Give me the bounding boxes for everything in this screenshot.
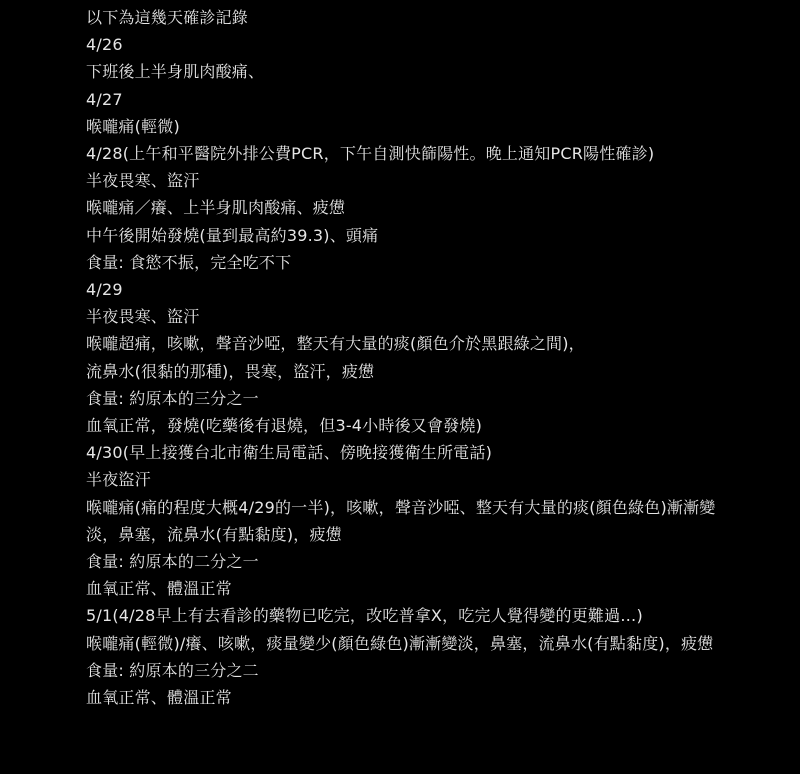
- symptom-line: 中午後開始發燒(量到最高約39.3)、頭痛: [86, 225, 379, 245]
- symptom-line: 喉嚨痛(痛的程度大概4/29的一半)，咳嗽，聲音沙啞、整天有大量的痰(顏色綠色)漸漸變: [86, 497, 716, 517]
- date-heading-0429: 4/29: [86, 280, 123, 300]
- date-heading-0427: 4/27: [86, 89, 123, 109]
- symptom-line: 半夜盜汗: [86, 470, 151, 490]
- appetite-line: 食量: 約原本的三分之二: [86, 660, 259, 680]
- vitals-line: 血氧正常、體溫正常: [86, 688, 232, 708]
- appetite-line: 食量: 食慾不振，完全吃不下: [86, 252, 292, 272]
- symptom-line: 半夜畏寒、盜汗: [86, 307, 200, 327]
- date-heading-0501: 5/1(4/28早上有去看診的藥物已吃完，改吃普拿X，吃完人覺得變的更難過…): [86, 606, 643, 626]
- appetite-line: 食量: 約原本的二分之一: [86, 552, 259, 572]
- vitals-line: 血氧正常、體溫正常: [86, 579, 232, 599]
- symptom-line: 喉嚨痛(輕微): [86, 116, 180, 136]
- symptom-line: 喉嚨痛(輕微)/癢、咳嗽，痰量變少(顏色綠色)漸漸變淡，鼻塞，流鼻水(有點黏度)，疲憊: [86, 633, 714, 653]
- post-body: [86, 4, 746, 711]
- vitals-line: 血氧正常，發燒(吃藥後有退燒，但3-4小時後又會發燒): [86, 416, 483, 436]
- symptom-line: 喉嚨痛／癢、上半身肌肉酸痛、疲憊: [86, 198, 346, 218]
- post-intro-line: 以下為這幾天確診記錄: [86, 8, 249, 27]
- symptom-line: 下班後上半身肌肉酸痛、: [86, 62, 265, 82]
- date-heading-0428: 4/28(上午和平醫院外排公費PCR，下午自測快篩陽性。晚上通知PCR陽性確診): [86, 144, 655, 164]
- symptom-line: 淡，鼻塞，流鼻水(有點黏度)，疲憊: [86, 524, 342, 544]
- symptom-line: 半夜畏寒、盜汗: [86, 171, 200, 191]
- date-heading-0430: 4/30(早上接獲台北市衛生局電話、傍晚接獲衛生所電話): [86, 443, 493, 463]
- symptom-line: 喉嚨超痛，咳嗽，聲音沙啞，整天有大量的痰(顏色介於黑跟綠之間)，: [86, 334, 585, 354]
- appetite-line: 食量: 約原本的三分之一: [86, 388, 259, 408]
- date-heading-0426: 4/26: [86, 35, 123, 55]
- symptom-line: 流鼻水(很黏的那種)，畏寒，盜汗，疲憊: [86, 361, 375, 381]
